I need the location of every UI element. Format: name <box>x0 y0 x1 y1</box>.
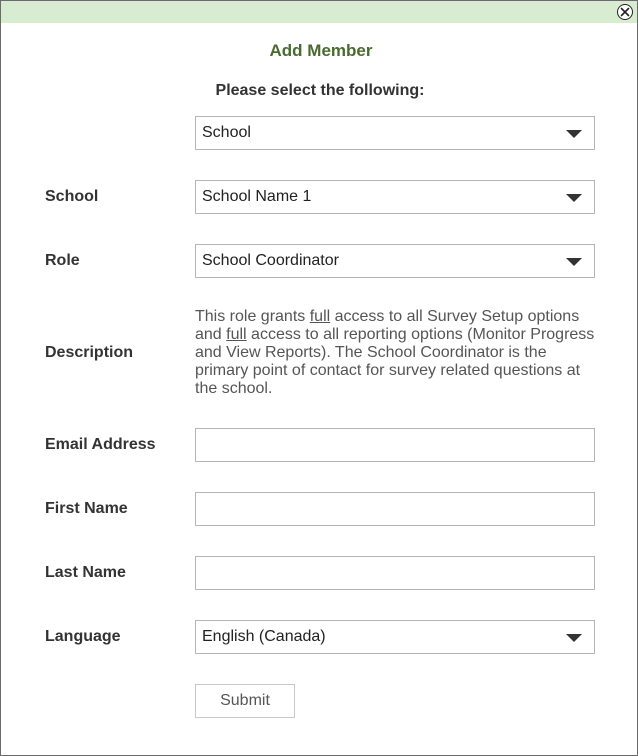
chevron-down-icon <box>566 194 582 202</box>
description-emphasis-1: full <box>309 308 331 325</box>
role-description <box>195 308 600 398</box>
description-emphasis-2: full <box>226 326 247 343</box>
first-name-field[interactable] <box>195 492 595 526</box>
language-select[interactable] <box>195 620 595 654</box>
dialog-subtitle: Please select the following: <box>215 82 425 99</box>
role-select[interactable] <box>195 244 595 278</box>
dialog-title: Add Member <box>269 41 373 60</box>
close-icon <box>620 7 630 17</box>
last-name-field[interactable] <box>195 556 595 590</box>
school-select[interactable] <box>195 180 595 214</box>
member-type-value: School <box>202 124 251 141</box>
member-type-select[interactable] <box>195 116 595 150</box>
chevron-down-icon <box>566 258 582 266</box>
description-label: Description <box>45 344 134 361</box>
role-value: School Coordinator <box>202 252 339 269</box>
first-name-label: First Name <box>45 500 128 517</box>
description-text-3: access to all reporting options (Monitor Progress and View Reports). The School Coordinator is the primary point of contact for survey related questions at the school. <box>195 326 595 397</box>
language-label: Language <box>45 628 121 645</box>
close-button[interactable] <box>617 4 633 20</box>
chevron-down-icon <box>566 634 582 642</box>
email-label: Email Address <box>45 436 156 453</box>
description-text-1: This role grants <box>195 308 310 325</box>
last-name-label: Last Name <box>45 564 126 581</box>
school-label: School <box>45 188 99 205</box>
chevron-down-icon <box>566 130 582 138</box>
role-label: Role <box>45 252 80 269</box>
dialog-header-bar <box>1 1 637 23</box>
school-value: School Name 1 <box>202 188 312 205</box>
description-text-2: access to all Survey Setup options and <box>195 308 580 343</box>
submit-button[interactable]: Submit <box>195 684 295 718</box>
email-field[interactable] <box>195 428 595 462</box>
language-value: English (Canada) <box>202 628 326 645</box>
